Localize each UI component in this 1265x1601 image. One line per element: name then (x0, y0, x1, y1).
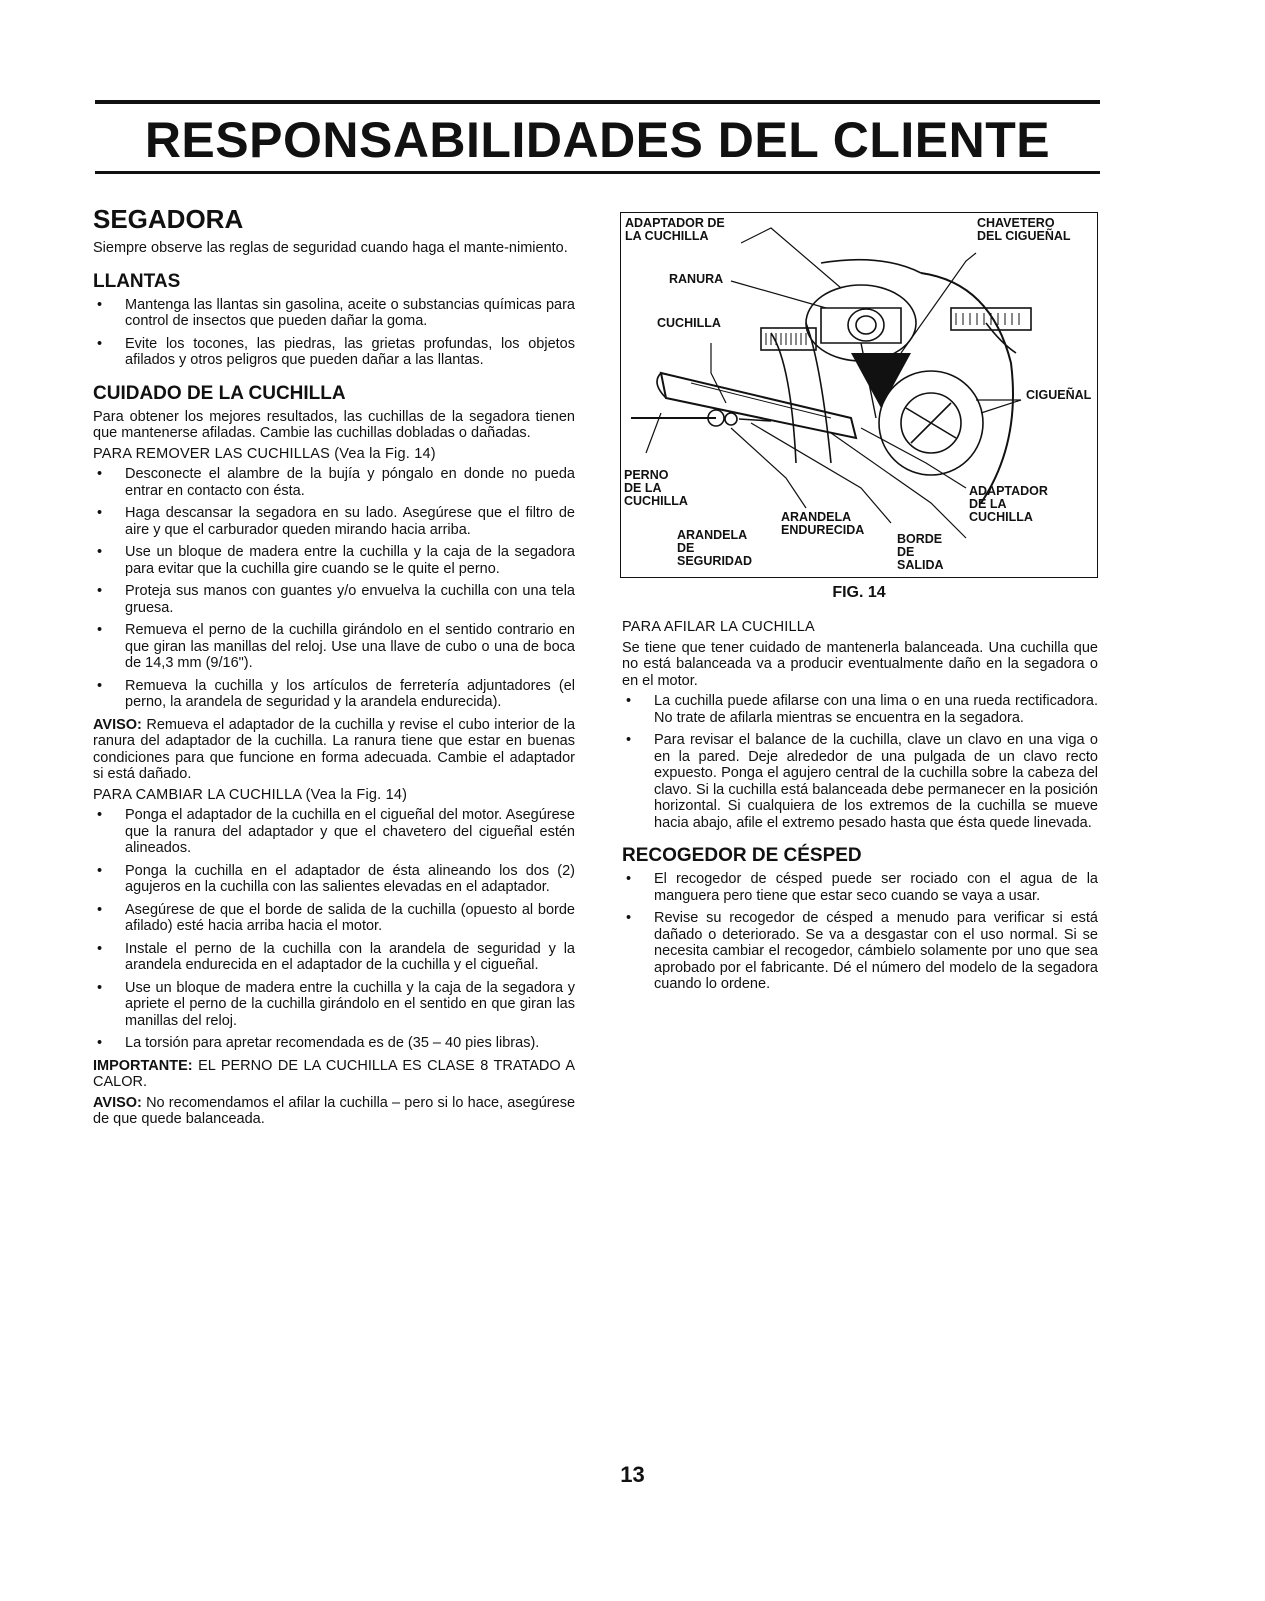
cambiar-title: PARA CAMBIAR LA CUCHILLA (Vea la Fig. 14) (93, 786, 408, 803)
label-cuchilla: CUCHILLA (657, 316, 721, 330)
aviso-label-2: AVISO: (93, 1094, 142, 1111)
top-rule (95, 100, 1100, 104)
label-arandela-seguridad: ARANDELA DE SEGURIDAD (677, 528, 753, 568)
right-column (622, 616, 1098, 999)
aviso-text-1: Remueva el adaptador de la cuchilla y revise el cubo interior de la ranura del adaptador de la cuchilla. La ranura tiene que estar en buenas condiciones para que funcione en forma adecuada. Cambie el adaptador si está dañado. (93, 716, 576, 782)
list-item: • Remueva la cuchilla y los artículos de ferretería adjuntadores (el perno, la arandela de seguridad y la arandela endurecida). (93, 678, 575, 711)
list-item: • Remueva el perno de la cuchilla girándolo en el sentido contrario en que giran las manillas del reloj. Use una llave de cubo o una de boca de 14,3 mm (9/16"). (93, 622, 575, 672)
list-item: • Ponga el adaptador de la cuchilla en el cigueñal del motor. Asegúrese que la ranura del adaptador y que el chavetero del cigueñal estén alineados. (93, 807, 575, 857)
recogedor-heading: RECOGEDOR DE CÉSPED (622, 845, 862, 866)
list-item: • El recogedor de césped puede ser rociado con el agua de la manguera pero tiene que estar seco cuando se vaya a usar. (622, 871, 1098, 904)
recogedor-list (622, 871, 1098, 993)
blade-assembly-figure (620, 212, 1098, 578)
label-borde-salida: BORDE DE SALIDA (897, 532, 944, 572)
segadora-intro: Siempre observe las reglas de seguridad cuando haga el mante-nimiento. (93, 240, 568, 256)
label-cigueñal: CIGUEÑAL (1026, 388, 1092, 402)
list-item: • Ponga la cuchilla en el adaptador de ésta alineando los dos (2) agujeros en la cuchilla con las salientes elevadas en el adaptador. (93, 863, 575, 896)
list-item: • Haga descansar la segadora en su lado. Asegúrese que el filtro de aire y que el carburador queden mirando hacia arriba. (93, 505, 575, 538)
llantas-heading: LLANTAS (93, 270, 181, 292)
importante-text: EL PERNO DE LA CUCHILLA ES CLASE 8 TRATADO A CALOR. (93, 1057, 575, 1090)
segadora-heading: SEGADORA (93, 204, 244, 234)
title-rule (95, 171, 1100, 174)
list-item: • Use un bloque de madera entre la cuchilla y la caja de la segadora para evitar que la cuchilla gire cuando se le quite el perno. (93, 544, 575, 577)
afilar-intro: Se tiene que tener cuidado de mantenerla balanceada. Una cuchilla que no está balanceada va a producir eventualmente daño en la segadora o en el motor. (622, 639, 1098, 689)
label-adaptador-top: ADAPTADOR DE LA CUCHILLA (625, 216, 725, 243)
list-item: • Asegúrese de que el borde de salida de la cuchilla (opuesto al borde afilado) esté hacia arriba hacia el motor. (93, 902, 575, 935)
list-item: • Evite los tocones, las piedras, las grietas profundas, los objetos afilados y otros peligros que pueden dañar a las llantas. (93, 336, 575, 369)
list-item: • Mantenga las llantas sin gasolina, aceite o substancias químicas para control de insectos que pueden dañar la goma. (93, 297, 575, 330)
importante-label: IMPORTANTE: (93, 1057, 193, 1074)
afilar-list (622, 693, 1098, 831)
aviso-label-1: AVISO: (93, 716, 142, 733)
label-chavetero: CHAVETERO DEL CIGUEÑAL (977, 216, 1071, 243)
label-perno: PERNO DE LA CUCHILLA (624, 468, 688, 508)
remover-list (93, 466, 575, 711)
list-item: • Desconecte el alambre de la bujía y póngalo en donde no pueda entrar en contacto con ésta. (93, 466, 575, 499)
list-item: • Proteja sus manos con guantes y/o envuelva la cuchilla con una tela gruesa. (93, 583, 575, 616)
list-item: • Use un bloque de madera entre la cuchilla y la caja de la segadora y apriete el perno de la cuchilla girándolo en el sentido en que giran las manillas del reloj. (93, 980, 575, 1030)
aviso-note-2 (93, 1095, 575, 1128)
label-adaptador-right: ADAPTADOR DE LA CUCHILLA (969, 484, 1048, 524)
cuidado-intro: Para obtener los mejores resultados, las cuchillas de la segadora tienen que mantenerse afiladas. Cambie las cuchillas dobladas o dañadas. (93, 408, 575, 441)
llantas-list (93, 297, 575, 369)
list-item: • Instale el perno de la cuchilla con la arandela de seguridad y la arandela endurecida en el adaptador de la cuchilla y el cigueñal. (93, 941, 575, 974)
list-item: • La cuchilla puede afilarse con una lima o en una rueda rectificadora. No trate de afilarla mientras se encuentra en la segadora. (622, 693, 1098, 726)
label-arandela-endurecida: ARANDELA ENDURECIDA (781, 510, 865, 537)
list-item: • Para revisar el balance de la cuchilla, clave un clavo en una viga o en la pared. Deje alrededor de una pulgada de un clavo recto expuesto. Ponga el agujero central de la cuchilla sobre la cabeza del clavo. Si la cuchilla está balanceada debe permanecer en la posición horizontal. Si cualquiera de los extremos de la cuchilla se mueve hacia abajo, afile el extremo pesado hasta que ésta quede linevada. (622, 732, 1098, 831)
list-item: • La torsión para apretar recomendada es de (35 – 40 pies libras). (93, 1035, 575, 1052)
remover-title: PARA REMOVER LAS CUCHILLAS (Vea la Fig. 14) (93, 445, 436, 462)
afilar-title: PARA AFILAR LA CUCHILLA (622, 619, 815, 635)
figure-caption: FIG. 14 (832, 584, 886, 601)
page-number: 13 (620, 1462, 645, 1487)
list-item: • Revise su recogedor de césped a menudo para verificar si está dañado o deteriorado. Se va a desgastar con el uso normal. Si se necesita cambiar el recogedor, cámbielo solamente por uno que sea aprobado por el fabricante. Dé el número del modelo de la segadora cuando lo ordene. (622, 910, 1098, 993)
aviso-note-1 (93, 717, 575, 783)
cuidado-heading: CUIDADO DE LA CUCHILLA (93, 382, 346, 404)
aviso-text-2: No recomendamos el afilar la cuchilla – pero si lo hace, asegúrese de que quede balanceada. (93, 1094, 576, 1127)
importante-note (93, 1058, 575, 1091)
left-column (93, 198, 575, 1132)
cambiar-list (93, 807, 575, 1052)
page-title: RESPONSABILIDADES DEL CLIENTE (144, 112, 1051, 168)
label-ranura: RANURA (669, 272, 724, 286)
